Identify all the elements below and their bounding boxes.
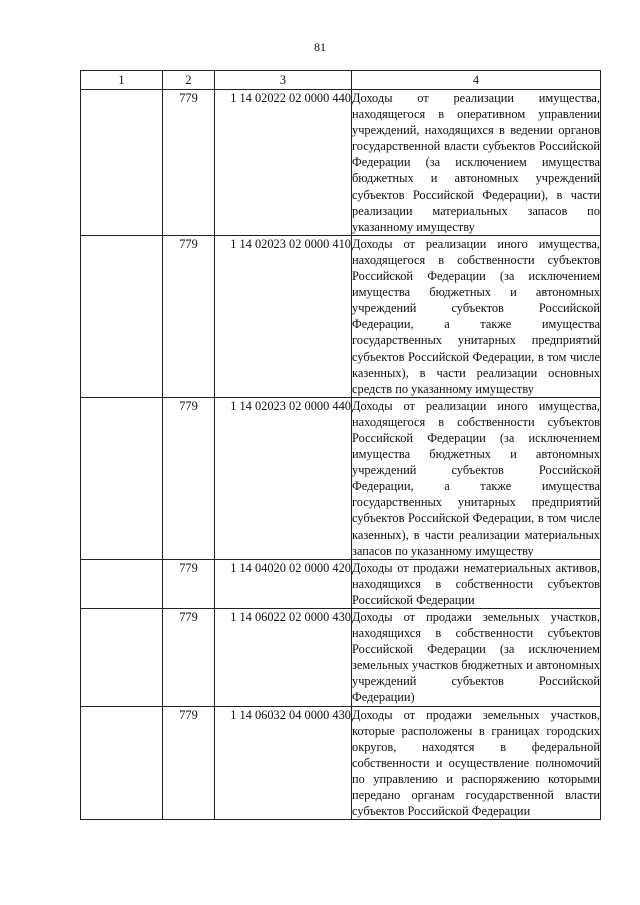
admin-code-cell: 779 bbox=[163, 235, 215, 397]
empty-cell bbox=[81, 235, 163, 397]
budget-code-cell: 1 14 04020 02 0000 420 bbox=[215, 559, 352, 608]
revenue-name-cell: Доходы от продажи нематериальных активов, находящихся в собственности субъектов Российской Федерации bbox=[352, 560, 600, 607]
table-row bbox=[81, 609, 601, 707]
revenue-table bbox=[80, 70, 601, 820]
admin-code-cell: 779 bbox=[163, 609, 215, 707]
table-row bbox=[81, 397, 601, 559]
empty-cell bbox=[81, 559, 163, 608]
budget-code-cell: 1 14 02023 02 0000 410 bbox=[215, 235, 352, 397]
empty-cell bbox=[81, 397, 163, 559]
budget-code-cell: 1 14 02022 02 0000 440 bbox=[215, 90, 352, 236]
table-row bbox=[81, 706, 601, 820]
column-header-4: 4 bbox=[352, 71, 601, 90]
admin-code-cell: 779 bbox=[163, 90, 215, 236]
budget-code-cell: 1 14 02023 02 0000 440 bbox=[215, 397, 352, 559]
admin-code-cell: 779 bbox=[163, 559, 215, 608]
column-header-2: 2 bbox=[163, 71, 215, 90]
table-row bbox=[81, 559, 601, 608]
table-row bbox=[81, 90, 601, 236]
empty-cell bbox=[81, 609, 163, 707]
table-row bbox=[81, 235, 601, 397]
header-row bbox=[81, 71, 601, 90]
column-header-1: 1 bbox=[81, 71, 163, 90]
revenue-name-cell: Доходы от продажи земельных участков, которые расположены в границах городских округов, находятся в федеральной собственности и осуществление полномочий по управлению и распоряжению которыми передано органам государственной власти субъектов Российской Федерации bbox=[352, 707, 600, 819]
revenue-name-cell: Доходы от реализации имущества, находящегося в оперативном управлении учреждений, находящихся в ведении органов государственной власти субъектов Российской Федерации (за исключением имущества бюджетных и автономных учреждений субъектов Российской Федерации), в части реализации материальных запасов по указанному имуществу bbox=[352, 91, 600, 234]
budget-code-cell: 1 14 06022 02 0000 430 bbox=[215, 609, 352, 707]
revenue-name-cell: Доходы от продажи земельных участков, находящихся в собственности субъектов Российской Федерации (за исключением земельных участков бюджетных и автономных учреждений субъектов Российской Федерации) bbox=[352, 610, 600, 705]
column-header-3: 3 bbox=[215, 71, 352, 90]
empty-cell bbox=[81, 90, 163, 236]
admin-code-cell: 779 bbox=[163, 397, 215, 559]
revenue-name-cell: Доходы от реализации иного имущества, находящегося в собственности субъектов Российской Федерации (за исключением имущества бюджетных и автономных учреждений субъектов Российской Федерации, а также имущества государственных унитарных предприятий субъектов Российской Федерации, в том числе казенных), в части реализации материальных запасов по указанному имуществу bbox=[352, 398, 600, 558]
revenue-name-cell: Доходы от реализации иного имущества, находящегося в собственности субъектов Российской Федерации (за исключением имущества бюджетных и автономных учреждений субъектов Российской Федерации, а также имущества государственных унитарных предприятий субъектов Российской Федерации, в том числе казенных), в части реализации основных средств по указанному имуществу bbox=[352, 236, 600, 396]
budget-code-cell: 1 14 06032 04 0000 430 bbox=[215, 706, 352, 820]
empty-cell bbox=[81, 706, 163, 820]
page-number: 81 bbox=[314, 40, 326, 54]
admin-code-cell: 779 bbox=[163, 706, 215, 820]
